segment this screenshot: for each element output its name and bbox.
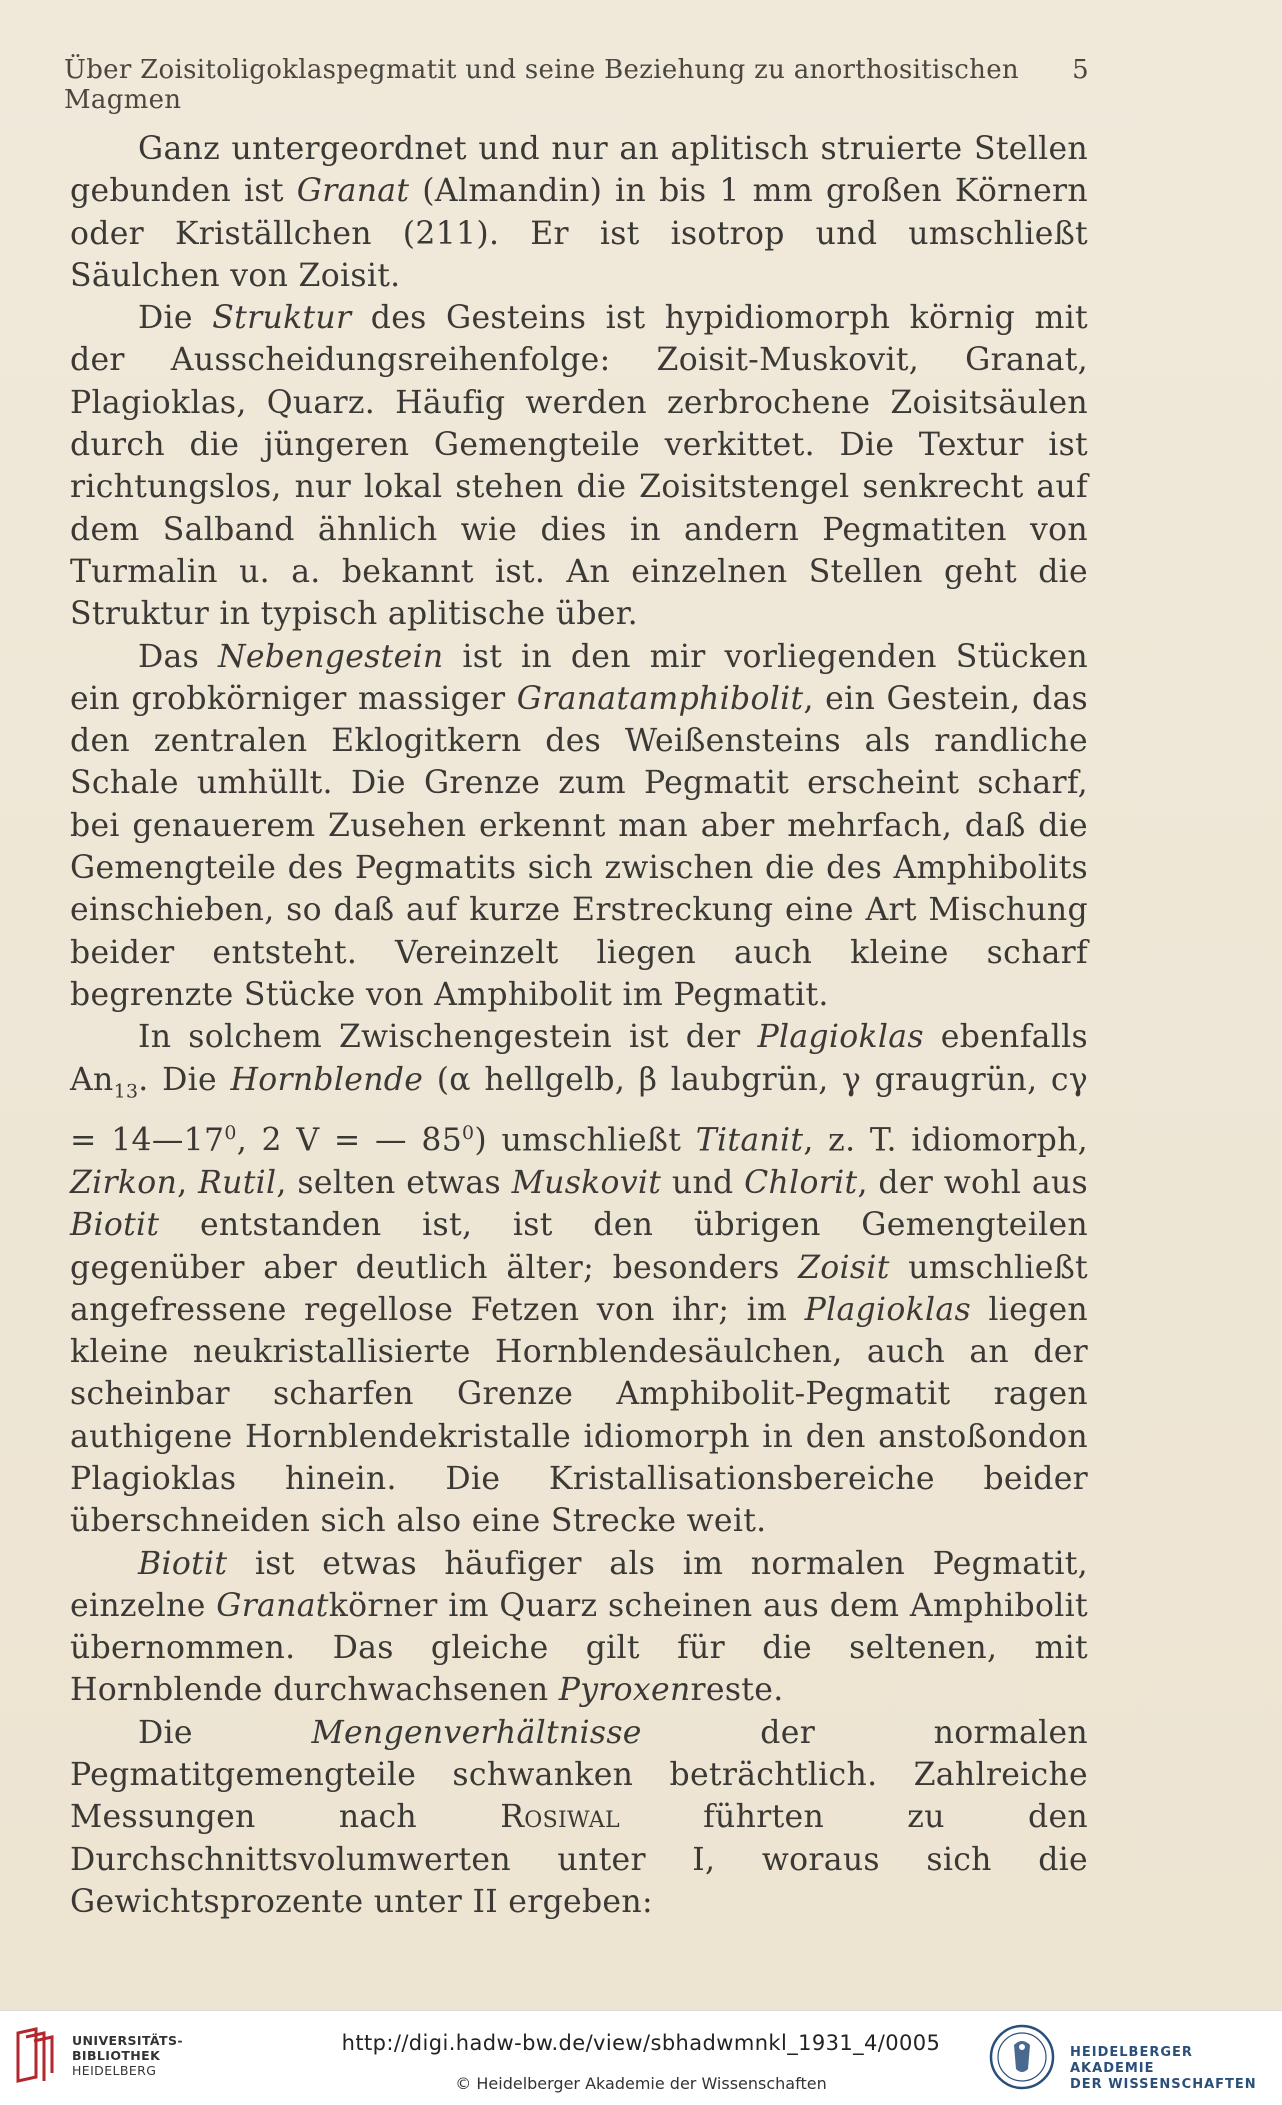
academy-name: HEIDELBERGER AKADEMIE DER WISSENSCHAFTEN [1070, 2045, 1257, 2092]
copyright-notice: © Heidelberger Akademie der Wissenschaften [455, 2074, 827, 2093]
paragraph: Biotit ist etwas häufiger als im normalen Pegmatit, einzelne Granatkörner im Quarz scheinen aus dem Amphibolit übernommen. Das gleiche gilt für die seltenen, mit Hornblende durchwachsenen Pyroxenreste. [70, 1545, 1088, 1709]
running-title: Über Zoisitoligoklaspegmatit und seine Beziehung zu anorthositischen Magmen [64, 55, 1019, 115]
viewer-footer [0, 2010, 1282, 2105]
paragraph: Das Nebengestein ist in den mir vorliegenden Stücken ein grobkörniger massiger Granatamphibolit, ein Gestein, das den zentralen Eklogitkern des Weißensteins als randliche Schale umhüllt. Die Grenze zum Pegmatit erscheint scharf, bei genauerem Zusehen erkennt man aber mehrfach, daß die Gemengteile des Pegmatits sich zwischen die des Amphibolits einschieben, so daß auf kurze Erstreckung eine Art Mischung beider entsteht. Vereinzelt liegen auch kleine scharf begrenzte Stücke von Amphibolit im Pegmatit. [70, 638, 1088, 1013]
paragraph: In solchem Zwischengestein ist der Plagioklas ebenfalls $An_{13}$. Die Hornblende (α hellgelb, β laubgrün, γ graugrün, $c\gamma = 14—17^0$, 2 V = — $85^0$) umschließt Titanit, z. T. idiomorph, Zirkon, Rutil, selten etwas Muskovit und Chlorit, der wohl aus Biotit entstanden ist, ist den übrigen Gemengteilen gegenüber aber deutlich älter; besonders Zoisit umschließt angefressene regellose Fetzen von ihr; im Plagioklas liegen kleine neukristallisierte Hornblendesäulchen, auch an der scheinbar scharfen Grenze Amphibolit-Pegmatit ragen authigene Hornblendekristalle idiomorph in den anstoßondon Plagioklas hinein. Die Kristallisationsbereiche beider überschneiden sich also eine Strecke weit. [70, 1019, 1089, 1540]
academy-seal-logo-icon[interactable] [988, 2023, 1056, 2091]
permalink-url[interactable]: http://digi.hadw-bw.de/view/sbhadwmnkl_1931_4/0005 [341, 2031, 941, 2055]
paragraph: Die Mengenverhältnisse der normalen Pegmatitgemengteile schwanken beträchtlich. Zahlreiche Messungen nach Rosiwal führten zu den Durchschnittsvolumwerten unter I, woraus sich die Gewichtsprozente unter II ergeben: [70, 1714, 1088, 1920]
library-name: UNIVERSITÄTS- BIBLIOTHEK HEIDELBERG [72, 2033, 183, 2078]
paragraph: Ganz untergeordnet und nur an aplitisch struierte Stellen gebunden ist Granat (Almandin) in bis 1 mm großen Körnern oder Kriställchen (211). Er ist isotrop und umschließt Säulchen von Zoisit. [70, 131, 1088, 294]
body-text [70, 128, 1088, 1923]
paragraph: Die Struktur des Gesteins ist hypidiomorph körnig mit der Ausscheidungsreihenfolge: Zoisit-Muskovit, Granat, Plagioklas, Quarz. Häufig werden zerbrochene Zoisitsäulen durch die jüngeren Gemengteile verkittet. Die Textur ist richtungslos, nur lokal stehen die Zoisitstengel senkrecht auf dem Salband ähnlich wie dies in andern Pegmatiten von Turmalin u. a. bekannt ist. An einzelnen Stellen geht die Struktur in typisch aplitische über. [70, 300, 1089, 633]
page-number: 5 [1072, 55, 1089, 85]
running-header [64, 55, 1089, 115]
